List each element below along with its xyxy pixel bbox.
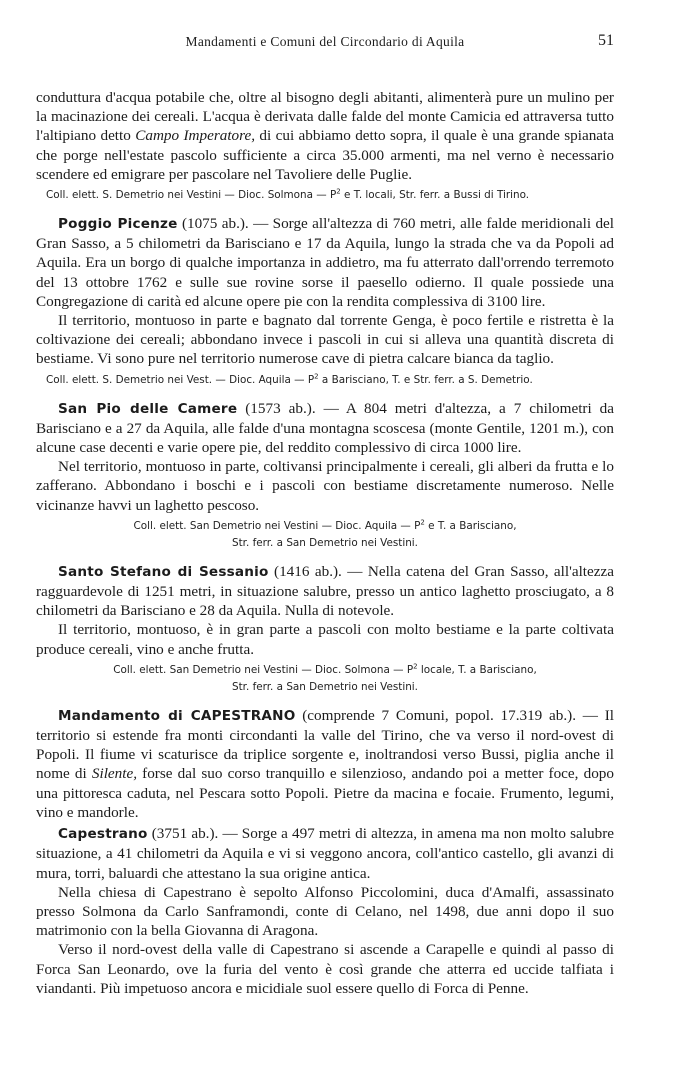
entry-paragraph [36, 706, 614, 822]
note-text: Coll. elett. S. Demetrio nei Vestini — Dioc. Solmona — P [46, 189, 337, 202]
entry-paragraph: Nel territorio, montuoso in parte, coltivansi principalmente i cereali, gli alberi da frutta e lo zafferano. Abbondano i boschi e i pascoli con bestiame discretamente numeroso. Nelle vicinanze havvi un laghetto pescoso. [36, 458, 614, 514]
entry-admin-note-line2: Str. ferr. a San Demetrio nei Vestini. [232, 536, 418, 549]
entry-text: (3751 ab.). — Sorge a 497 metri di altezza, in amena ma non molto salubre situazione, a 41 chilometri da Aquila e vi si veggono ancora, coll'antico castello, gli avanzi di mura, torri, baluardi che attestano la sua origine antica. [36, 825, 614, 882]
entry-name: Capestrano [58, 826, 148, 843]
intro-text-a: conduttura d'acqua potabile che, oltre al bisogno degli abitanti, alimenterà pure un mulino per la macinazione dei cereali. L'acqua è derivata dalle falde del monte Camicia ed attraversa tutto l'altipiano detto [36, 89, 614, 145]
note-text: e T. locali, Str. ferr. a Bussi di Tirino. [340, 189, 530, 202]
entry-name: Mandamento di CAPESTRANO [58, 707, 296, 724]
running-title: Mandamenti e Comuni del Circondario di Aquila [185, 34, 465, 49]
entry-paragraph: Il territorio, montuoso, è in gran parte a pascoli con molto bestiame e la parte coltivata produce cereali, vino e anche frutta. [36, 621, 614, 658]
entry-poggio-picenze [36, 214, 614, 389]
entry-paragraph: Verso il nord-ovest della valle di Capestrano si ascende a Carapelle e quindi al passo di Forca San Leonardo, ove la furia del vento è così grande che atterra ed uccide talfiata i viandanti. Più impetuoso ancora e micidiale suol essere quello di Forca di Penne. [36, 941, 614, 997]
note-sup: 2 [420, 518, 425, 527]
entry-admin-note [36, 662, 614, 679]
note-text: Coll. elett. S. Demetrio nei Vest. — Dioc. Aquila — P [46, 373, 315, 386]
running-header [36, 34, 614, 54]
intro-admin-note [36, 187, 614, 204]
entry-paragraph [36, 562, 614, 621]
note-text: Coll. elett. San Demetrio nei Vestini — Dioc. Solmona — P [113, 663, 414, 676]
entry-text: (1573 ab.). — A 804 metri d'altezza, a 7 chilometri da Barisciano e a 27 da Aquila, alle falde d'una montagna scoscesa (monte Gentile, 1201 m.), con alcune case decenti e varie opere pie, del reddito complessivo di circa 1000 lire. [36, 399, 614, 457]
note-text: a Barisciano, T. e Str. ferr. a S. Demetrio. [318, 373, 533, 386]
entry-text-b: forse dal suo corso tranquillo e silenzioso, andando poi a metter foce, dopo una pittoresca caduta, nel Pescara sotto Popoli. Pietre da macina e focaie. Frumento, legumi, vino e mandorle. [36, 765, 614, 821]
entry-admin-note [36, 518, 614, 535]
entry-mandamento-capestrano [36, 706, 614, 822]
entry-admin-note-line2: Str. ferr. a San Demetrio nei Vestini. [232, 680, 418, 693]
note-sup: 2 [314, 372, 319, 381]
note-sup: 2 [336, 187, 341, 196]
entry-text: (1075 ab.). — Sorge all'altezza di 760 metri, alle falde meridionali del Gran Sasso, a 5 chilometri da Barisciano e 17 da Aquila, lungo la strada che va da Popoli ad Aquila. Era un borgo di qualche importanza in addietro, ma fu atterrato dall'orrendo terremoto del 13 ottobre 1762 e sulle sue rovine sorse il paesello odierno. Il quale possiede una Congregazione di carità ed alcune opere pie con la rendita complessiva di 3100 lire. [36, 215, 614, 310]
entry-name: San Pio delle Camere [58, 400, 238, 417]
entry-capestrano [36, 824, 614, 998]
entry-paragraph [36, 214, 614, 311]
note-text: locale, T. a Barisciano, [417, 663, 537, 676]
entry-name: Poggio Picenze [58, 216, 178, 233]
note-text: Coll. elett. San Demetrio nei Vestini — Dioc. Aquila — P [133, 519, 421, 532]
entry-text: (1416 ab.). — Nella catena del Gran Sasso, all'altezza ragguardevole di 1251 metri, in situazione salubre, presso un antico laghetto prosciugato, a 8 chilometri da Barisciano e 28 da Aquila. Nulla di notevole. [36, 562, 614, 620]
entry-santo-stefano-di-sessanio [36, 562, 614, 696]
entry-text-a: (comprende 7 Comuni, popol. 17.319 ab.). — Il territorio si estende fra monti circondanti la valle del Tirino, che va verso il nord-ovest di Popoli. Il fiume vi scaturisce da triplice sorgente e, inoltrandosi verso Bussi, piglia anche il nome di [36, 706, 614, 783]
note-sup: 2 [413, 662, 418, 671]
entry-italic: Silente, [91, 765, 137, 783]
entry-paragraph: Nella chiesa di Capestrano è sepolto Alfonso Piccolomini, duca d'Amalfi, assassinato presso Solmona da Carlo Sanframondi, conte di Celano, nel 1498, due anni dopo il suo matrimonio con la bella Giovanna di Aragona. [36, 883, 614, 940]
page-body [36, 88, 614, 998]
intro-italic: Campo Imperatore, [135, 127, 256, 145]
intro-paragraph [36, 88, 614, 184]
entry-paragraph [36, 399, 614, 458]
intro-text-b: di cui abbiamo detto sopra, il quale è una grande spianata che porge nell'estate pascolo sufficiente a circa 35.000 armenti, ma nel verno è necessario scendere ed emigrare per pascolare nel Tavoliere delle Puglie. [36, 127, 614, 183]
entry-paragraph [36, 824, 614, 883]
entry-paragraph: Il territorio, montuoso in parte e bagnato dal torrente Genga, è poco fertile e ristretta è la coltivazione dei cereali; abbondano invece i pascoli in cui si alleva una quantità discreta di bestiame. Vi sono pure nel territorio numerose cave di pietra calcare bianca da taglio. [36, 312, 614, 368]
entry-name: Santo Stefano di Sessanio [58, 563, 269, 580]
note-text: e T. a Barisciano, [424, 519, 517, 532]
entry-san-pio-delle-camere [36, 399, 614, 552]
entry-admin-note [36, 372, 614, 389]
page-number: 51 [598, 32, 614, 49]
